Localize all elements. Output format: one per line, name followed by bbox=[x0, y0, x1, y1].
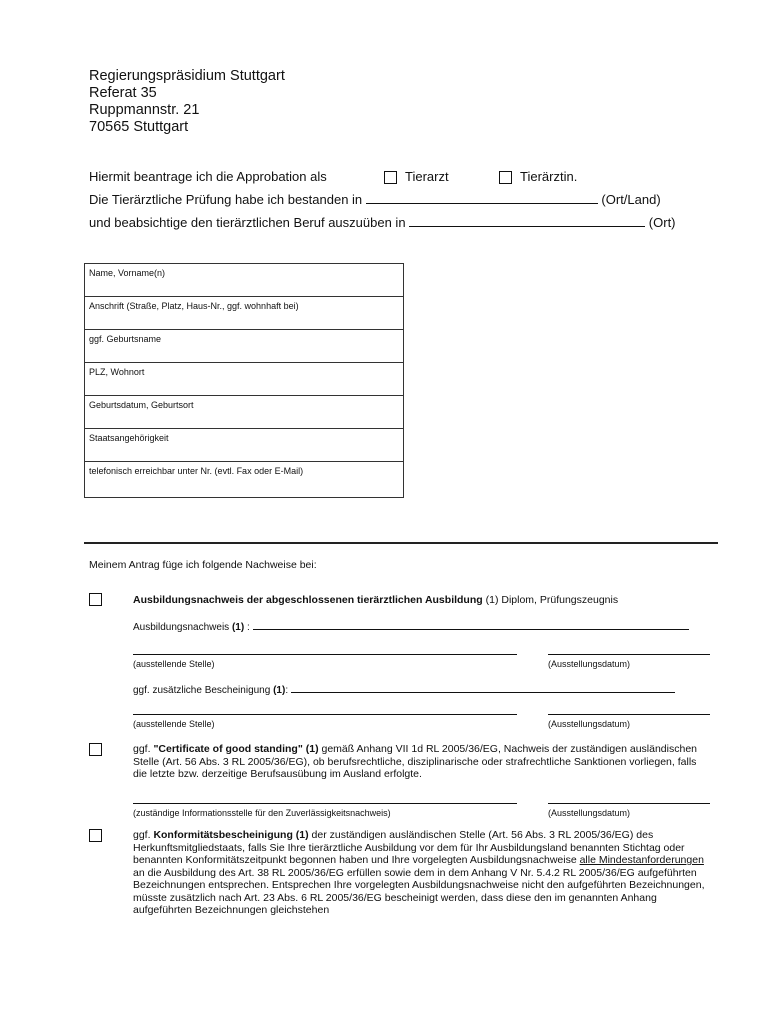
item3-text bbox=[133, 829, 713, 917]
application-line-3 bbox=[89, 215, 676, 230]
date-label-3: (Ausstellungsdatum) bbox=[548, 808, 631, 818]
field-zip-city[interactable]: PLZ, Wohnort bbox=[85, 363, 403, 396]
item3-underlined: alle Mindestanforderungen bbox=[579, 854, 704, 866]
practice-suffix: (Ort) bbox=[648, 215, 676, 230]
address-line: 70565 Stuttgart bbox=[89, 119, 189, 135]
exam-place-field[interactable] bbox=[366, 194, 598, 204]
field-phone[interactable]: telefonisch erreichbar unter Nr. (evtl. Fax oder E-Mail) bbox=[89, 466, 304, 476]
address-line: Referat 35 bbox=[89, 85, 157, 101]
practice-text: und beabsichtige den tierärztlichen Beruf auszuüben in bbox=[89, 215, 406, 230]
issuer-line-2[interactable] bbox=[133, 714, 517, 715]
item1-field1-label: Ausbildungsnachweis bbox=[133, 622, 232, 633]
field-birth-name[interactable]: ggf. Geburtsname bbox=[85, 330, 403, 363]
date-line-3[interactable] bbox=[548, 803, 710, 804]
item1-field2-colon: : bbox=[285, 685, 289, 696]
item2-title-bold: "Certificate of good standing" (1) bbox=[153, 743, 319, 755]
checkbox-training-proof[interactable] bbox=[89, 593, 102, 606]
evidence-intro: Meinem Antrag füge ich folgende Nachweise bei: bbox=[89, 559, 317, 571]
info-office-label: (zuständige Informationsstelle für den Zuverlässigkeitsnachweis) bbox=[133, 808, 391, 818]
additional-certificate-input[interactable] bbox=[291, 683, 675, 693]
item3-body-2: an die Ausbildung des Art. 38 RL 2005/36/EG erfüllen sowie dem in dem Anhang V Nr. 5.4.2 RL 2005/36/EG aufgeführten Bezeichnungen entsprechen. Entsprechen Ihre vorgelegten Ausbildungsnachweise nicht den aufgeführten Bezeichnungen, müsste zusätzlich nach Art. 23 Abs. 6 RL 2005/36/EG bescheinigt werden, dass diese den im genannten Anhang aufgeführten Bezeichnungen gleichstehen bbox=[133, 866, 705, 916]
application-line-1: Hiermit beantrage ich die Approbation als bbox=[89, 169, 327, 184]
checkbox-tierarzt[interactable] bbox=[384, 171, 397, 184]
item2-prefix: ggf. bbox=[133, 743, 154, 755]
info-office-line[interactable] bbox=[133, 803, 517, 804]
field-address[interactable]: Anschrift (Straße, Platz, Haus-Nr., ggf. wohnhaft bei) bbox=[85, 297, 403, 330]
issuer-label: (ausstellende Stelle) bbox=[133, 659, 215, 669]
item3-prefix: ggf. bbox=[133, 829, 154, 841]
item1-title-bold: Ausbildungsnachweis der abgeschlossenen tierärztlichen Ausbildung bbox=[133, 594, 483, 606]
item3-title-bold: Konformitätsbescheinigung (1) bbox=[153, 829, 309, 841]
item1-field2 bbox=[133, 683, 675, 696]
address-line: Regierungspräsidium Stuttgart bbox=[89, 68, 285, 84]
item1-field1 bbox=[133, 620, 689, 633]
date-line[interactable] bbox=[548, 654, 710, 655]
field-nationality[interactable]: Staatsangehörigkeit bbox=[85, 429, 403, 462]
address-line: Ruppmannstr. 21 bbox=[89, 102, 200, 118]
item2-text bbox=[133, 743, 713, 781]
item1-field1-colon: : bbox=[244, 622, 250, 633]
section-divider bbox=[84, 542, 718, 544]
training-proof-input[interactable] bbox=[253, 620, 689, 630]
field-name[interactable]: Name, Vorname(n) bbox=[85, 264, 403, 297]
date-label-2: (Ausstellungsdatum) bbox=[548, 719, 631, 729]
issuer-line[interactable] bbox=[133, 654, 517, 655]
recipient-address bbox=[89, 68, 285, 136]
practice-place-field[interactable] bbox=[409, 217, 645, 227]
application-line-2 bbox=[89, 192, 661, 207]
item3-body-1: der zuständigen ausländischen Stelle (Art. 56 Abs. 3 RL 2005/36/EG) des Herkunftsmitgliedstaats, falls Sie Ihre tierärztliche Ausbildung vor dem für Ihr Ausbildungsland benannten Stichtag oder benannten Konformitätszeitpunkt begonnen haben und Ihre vorgelegten Ausbildungsnachweise bbox=[133, 829, 685, 866]
issuer-label-2: (ausstellende Stelle) bbox=[133, 719, 215, 729]
item2-body: gemäß Anhang VII 1d RL 2005/36/EG, Nachweis der zuständigen ausländischen Stelle (Art. 56 Abs. 3 RL 2005/36/EG), ob berufsrechtliche, disziplinarische oder strafrechtliche Sanktionen vorliegen, falls die letzte bzw. derzeitige Berufsausübung im Ausland erfolgte. bbox=[133, 743, 697, 780]
option-tierarzt-label: Tierarzt bbox=[405, 169, 449, 184]
item1-field2-ref: (1) bbox=[273, 685, 286, 696]
item1-field1-ref: (1) bbox=[231, 622, 245, 633]
field-birth-date-place[interactable]: Geburtsdatum, Geburtsort bbox=[85, 396, 403, 429]
checkbox-tieraerztin[interactable] bbox=[499, 171, 512, 184]
exam-text: Die Tierärztliche Prüfung habe ich bestanden in bbox=[89, 192, 363, 207]
personal-data-table bbox=[84, 263, 404, 498]
exam-suffix: (Ort/Land) bbox=[601, 192, 661, 207]
checkbox-good-standing[interactable] bbox=[89, 743, 102, 756]
item1-title-rest: (1) Diplom, Prüfungszeugnis bbox=[482, 594, 619, 606]
option-tieraerztin-label: Tierärztin. bbox=[520, 169, 578, 184]
checkbox-conformity-certificate[interactable] bbox=[89, 829, 102, 842]
item1-field2-label: ggf. zusätzliche Bescheinigung bbox=[133, 685, 274, 696]
date-line-2[interactable] bbox=[548, 714, 710, 715]
item1-title bbox=[133, 594, 713, 607]
date-label: (Ausstellungsdatum) bbox=[548, 659, 631, 669]
